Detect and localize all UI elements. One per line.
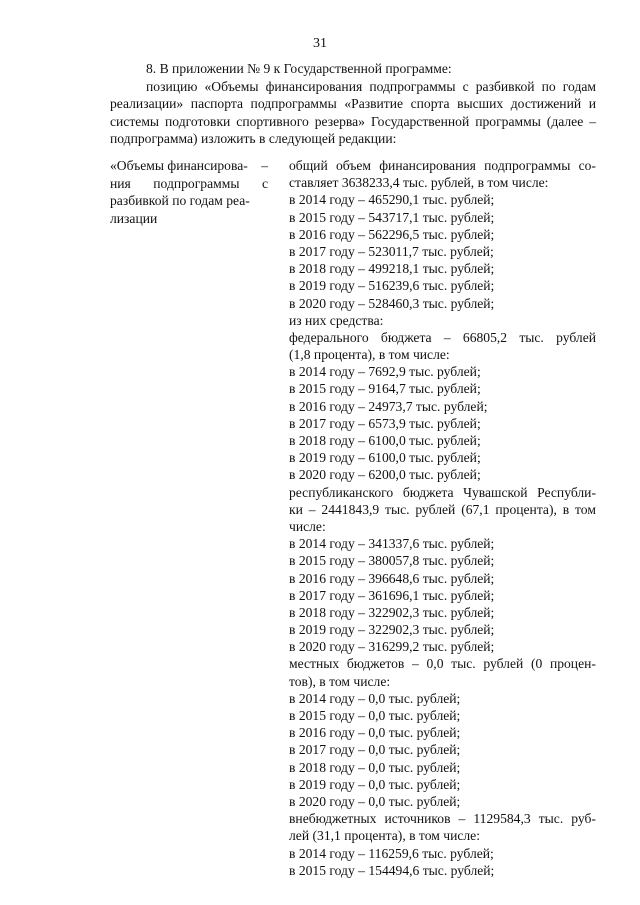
funding-word: рублей bbox=[415, 501, 456, 517]
funding-word: объем bbox=[335, 158, 372, 173]
funding-word: финансирования bbox=[379, 158, 476, 173]
position-title-line: разбивкой по годам реа- bbox=[110, 193, 250, 208]
funding-line: в 2018 году – 0,0 тыс. рублей; bbox=[289, 759, 461, 775]
funding-line: в 2014 году – 0,0 тыс. рублей; bbox=[289, 690, 461, 706]
funding-line: (1,8 процента), в том числе: bbox=[289, 347, 450, 363]
funding-line: в 2014 году – 341337,6 тыс. рублей; bbox=[289, 536, 495, 552]
funding-line: в 2020 году – 0,0 тыс. рублей; bbox=[289, 793, 461, 809]
position-title-line: лизации bbox=[110, 210, 158, 226]
funding-word: тыс. bbox=[519, 329, 544, 345]
position-title-word: «Объемы финансирова- bbox=[110, 158, 248, 173]
funding-line bbox=[289, 329, 596, 346]
funding-line: в 2016 году – 562296,5 тыс. рублей; bbox=[289, 226, 495, 242]
funding-word: подпрограммы bbox=[484, 158, 571, 173]
funding-line: в 2015 году – 0,0 тыс. рублей; bbox=[289, 708, 461, 723]
funding-word: 1129584,3 bbox=[473, 811, 531, 827]
funding-word: 0,0 bbox=[426, 656, 444, 672]
position-title-column bbox=[110, 157, 268, 227]
funding-word: – bbox=[443, 329, 451, 345]
funding-line: в 2015 году – 380057,8 тыс. рублей; bbox=[289, 553, 495, 569]
funding-word: процента), bbox=[495, 501, 557, 517]
funding-word: 66805,2 bbox=[462, 329, 508, 345]
funding-line: в 2020 году – 528460,3 тыс. рублей; bbox=[289, 295, 495, 311]
funding-line: в 2017 году – 6573,9 тыс. рублей; bbox=[289, 415, 481, 431]
funding-line: в 2020 году – 6200,0 тыс. рублей; bbox=[289, 467, 481, 483]
funding-line bbox=[289, 501, 596, 518]
funding-word: процен- bbox=[549, 656, 596, 672]
funding-word: бюджета bbox=[402, 484, 454, 500]
funding-word: (67,1 bbox=[461, 501, 490, 517]
funding-line: в 2015 году – 154494,6 тыс. рублей; bbox=[289, 862, 495, 878]
funding-word: бюджета bbox=[380, 329, 432, 345]
funding-line: в 2014 году – 465290,1 тыс. рублей; bbox=[289, 192, 495, 208]
funding-word: рублей bbox=[556, 329, 596, 345]
funding-line: лей (31,1 процента), в том числе: bbox=[289, 828, 480, 844]
funding-line bbox=[289, 655, 596, 672]
funding-word: Республи- bbox=[537, 484, 596, 500]
funding-word: 2441843,9 bbox=[321, 501, 380, 517]
funding-word: – bbox=[412, 656, 419, 672]
funding-word: республиканского bbox=[289, 484, 394, 500]
funding-word: внебюджетных bbox=[289, 811, 377, 827]
position-title-dash: – bbox=[261, 158, 268, 173]
funding-line: в 2017 году – 523011,7 тыс. рублей; bbox=[289, 243, 494, 259]
funding-line: числе: bbox=[289, 518, 326, 534]
funding-line: в 2015 году – 9164,7 тыс. рублей; bbox=[289, 381, 481, 397]
funding-word: руб- bbox=[571, 811, 596, 827]
funding-line: в 2016 году – 0,0 тыс. рублей; bbox=[289, 725, 461, 741]
funding-word: федерального bbox=[289, 329, 369, 345]
funding-line: из них средства: bbox=[289, 312, 384, 328]
funding-line: в 2015 году – 543717,1 тыс. рублей; bbox=[289, 209, 495, 225]
funding-word: рублей bbox=[483, 656, 524, 672]
funding-word: источников bbox=[384, 811, 451, 827]
position-title-line bbox=[110, 175, 268, 193]
funding-line: в 2014 году – 116259,6 тыс. рублей; bbox=[289, 845, 494, 861]
funding-line: в 2019 году – 516239,6 тыс. рублей; bbox=[289, 278, 495, 294]
funding-word: общий bbox=[289, 158, 328, 173]
funding-line: в 2019 году – 322902,3 тыс. рублей; bbox=[289, 622, 495, 638]
funding-word: том bbox=[575, 501, 596, 517]
position-title-word: с bbox=[261, 175, 268, 191]
funding-word: тыс. bbox=[385, 501, 410, 517]
funding-word: – bbox=[308, 501, 316, 517]
funding-line: в 2019 году – 0,0 тыс. рублей; bbox=[289, 776, 461, 792]
funding-line: в 2016 году – 396648,6 тыс. рублей; bbox=[289, 570, 495, 586]
funding-line: в 2017 году – 361696,1 тыс. рублей; bbox=[289, 587, 495, 603]
page-number: 31 bbox=[313, 36, 327, 51]
position-title-word: ния bbox=[110, 175, 131, 191]
funding-word: в bbox=[562, 501, 570, 517]
funding-line bbox=[289, 484, 596, 501]
funding-line: в 2018 году – 499218,1 тыс. рублей; bbox=[289, 261, 495, 277]
funding-word: Чувашской bbox=[463, 484, 528, 500]
funding-line bbox=[289, 810, 596, 827]
funding-word: тыс. bbox=[538, 811, 564, 827]
funding-word: ки bbox=[289, 501, 303, 517]
intro-item-heading: 8. В приложении № 9 к Государственной программе: bbox=[146, 61, 452, 76]
funding-line bbox=[289, 157, 596, 174]
position-title-word: подпрограммы bbox=[153, 175, 240, 191]
funding-line: в 2016 году – 24973,7 тыс. рублей; bbox=[289, 398, 488, 414]
position-title-line bbox=[110, 157, 268, 175]
funding-line: в 2018 году – 322902,3 тыс. рублей; bbox=[289, 604, 495, 620]
funding-line: в 2019 году – 6100,0 тыс. рублей; bbox=[289, 450, 481, 466]
funding-word: тыс. bbox=[451, 656, 476, 672]
funding-word: со- bbox=[578, 158, 596, 173]
funding-line: в 2020 году – 316299,2 тыс. рублей; bbox=[289, 639, 495, 655]
funding-word: – bbox=[458, 811, 466, 827]
funding-line: тов), в том числе: bbox=[289, 673, 391, 689]
funding-word: (0 bbox=[530, 656, 543, 672]
funding-line: в 2017 году – 0,0 тыс. рублей; bbox=[289, 742, 461, 758]
funding-line: ставляет 3638233,4 тыс. рублей, в том числе: bbox=[289, 175, 549, 191]
intro-item-text: позицию «Объемы финансирования подпрограммы с разбивкой по годам реализации» паспорта подпрограммы «Развитие спорта высших достижений и системы подготовки спортивного резерва» Государственной программы (далее – подпрограмма) изложить в следующей редакции: bbox=[110, 78, 596, 146]
intro-paragraph bbox=[110, 60, 596, 148]
funding-details-column bbox=[289, 157, 596, 879]
funding-word: местных bbox=[289, 656, 340, 672]
funding-line: в 2018 году – 6100,0 тыс. рублей; bbox=[289, 433, 481, 448]
funding-line: в 2014 году – 7692,9 тыс. рублей; bbox=[289, 364, 481, 380]
funding-word: бюджетов bbox=[346, 656, 405, 672]
